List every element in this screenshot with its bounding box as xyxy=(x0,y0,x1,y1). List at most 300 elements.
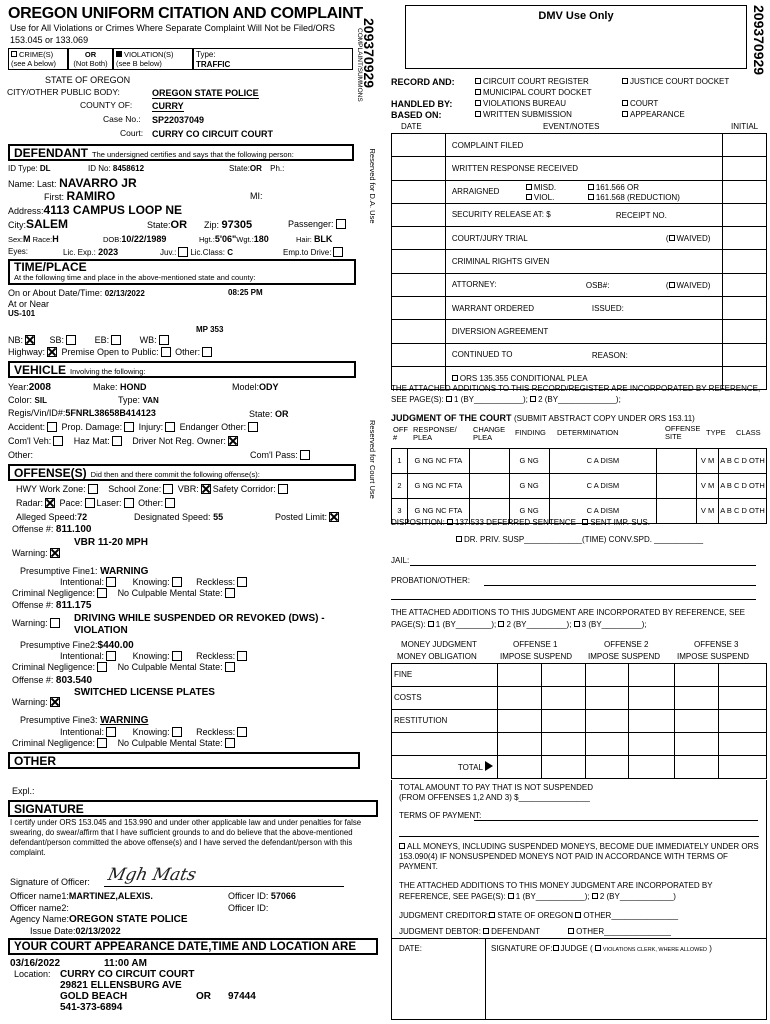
year-value: 2008 xyxy=(28,382,51,393)
make-label: Make: xyxy=(93,382,118,392)
reserved-court-label: Reserved for Court Use xyxy=(368,420,377,499)
officer-name-value: MARTINEZ,ALEXIS. xyxy=(68,891,153,901)
designated-speed-label: Designated Speed: xyxy=(134,512,211,522)
appearance-zip: 97444 xyxy=(228,991,256,1002)
attorney-waived-label: WAIVED) xyxy=(676,280,711,290)
hwy-zone-checkbox[interactable] xyxy=(88,484,98,494)
offense-date: 02/13/2022 xyxy=(104,289,145,298)
dob-label: DOB: xyxy=(103,235,122,244)
event-arraigned xyxy=(445,180,722,203)
race-label: Race: xyxy=(32,235,53,244)
complaint-summons-label: COMPLAINT/SUMMONS xyxy=(356,28,363,102)
security-label: SECURITY RELEASE AT: $ xyxy=(451,210,551,220)
event-row xyxy=(392,180,767,203)
phone-label: Ph.: xyxy=(270,164,285,173)
offense3-criminal-label: Criminal Negligence: xyxy=(12,738,96,748)
wb-label: WB: xyxy=(139,335,157,345)
jrow1-plea[interactable]: G NG NC FTA xyxy=(407,449,469,474)
court-handled-label: COURT xyxy=(630,99,659,108)
offense1-label: Offense #: xyxy=(12,524,54,534)
type-value: TRAFFIC xyxy=(196,60,231,69)
highway-label: Highway: xyxy=(8,347,46,357)
event-warrant xyxy=(445,297,722,320)
vehicle-type-label: Type: xyxy=(118,395,141,405)
violation-box xyxy=(113,48,193,70)
jrow1-finding[interactable]: G NG xyxy=(509,449,549,474)
reason-label: REASON: xyxy=(591,350,628,360)
prop-damage-label: Prop. Damage: xyxy=(61,422,123,432)
creditor-state-label: STATE OF OREGON xyxy=(497,911,574,920)
offense1-warning-checkbox[interactable] xyxy=(50,548,60,558)
sex-value: M xyxy=(23,234,31,244)
offense1-knowing-label: Knowing: xyxy=(132,577,170,587)
jrow1-class[interactable]: A B C D OTH xyxy=(719,449,767,474)
offense3-reckless-checkbox[interactable] xyxy=(237,727,247,737)
justice-label: JUSTICE COURT DOCKET xyxy=(630,77,730,86)
dr-susp-label: DR. PRIV. SUSP xyxy=(464,535,525,544)
compass-label: Com'l Pass: xyxy=(250,450,298,460)
signature-heading-text: SIGNATURE xyxy=(14,802,84,816)
juv-checkbox[interactable] xyxy=(178,247,188,257)
officer-id-label: Officer ID: xyxy=(228,891,269,901)
location-label: Location: xyxy=(14,969,51,979)
offense3-culpable-checkbox[interactable] xyxy=(225,738,235,748)
city-label: City: xyxy=(8,220,26,230)
offenses-heading-text: OFFENSE(S) xyxy=(14,466,87,480)
initial-col-header: INITIAL xyxy=(731,122,759,131)
total-amount-text: TOTAL AMOUNT TO PAY THAT IS NOT SUSPENDED (FROM OFFENSES 1,2 AND 3) $________________ xyxy=(399,783,593,802)
safety-corridor-checkbox[interactable] xyxy=(278,484,288,494)
ors566-label: 161.566 OR xyxy=(595,182,639,192)
debtor-line: JUDGMENT DEBTOR: DEFENDANT OTHER_______________ xyxy=(399,927,671,936)
crimes-checkbox[interactable] xyxy=(11,51,17,57)
offense1-criminal-checkbox[interactable] xyxy=(97,588,107,598)
viol-checkbox[interactable] xyxy=(526,194,532,200)
dmv-number: 209370929 xyxy=(751,5,767,76)
model-label: Model: xyxy=(232,382,260,392)
total-row-label xyxy=(392,756,498,779)
vehicle-state-value: OR xyxy=(275,409,289,419)
offense3-knowing-checkbox[interactable] xyxy=(172,727,182,737)
vbr-label: VBR: xyxy=(177,484,199,494)
disposition-line xyxy=(391,518,650,527)
officer-signature-label: Signature of Officer: xyxy=(10,877,90,887)
money-table xyxy=(391,663,767,779)
suspend2-header: SUSPEND xyxy=(621,652,661,661)
defendant-heading xyxy=(8,144,354,161)
radar-label: Radar: xyxy=(16,498,44,508)
vehicle-heading xyxy=(8,361,356,378)
wb-checkbox[interactable] xyxy=(159,335,169,345)
offense2-desc: DRIVING WHILE SUSPENDED OR REVOKED (DWS) - VIOLATION xyxy=(74,613,325,636)
prop-damage-checkbox[interactable] xyxy=(124,422,134,432)
defendant-heading-note: The undersigned certifies and says that the following person: xyxy=(92,150,294,159)
attorney-waived-checkbox[interactable] xyxy=(669,282,675,288)
safety-corridor-label: Safety Corridor: xyxy=(212,484,276,494)
type-box xyxy=(193,48,353,70)
event-row xyxy=(392,273,767,296)
officer-id-value: 57066 xyxy=(270,891,296,901)
vehicle-type-value: VAN xyxy=(142,396,159,405)
appearance-city: GOLD BEACH xyxy=(60,991,128,1002)
jrow3-type[interactable]: V M xyxy=(697,499,719,524)
attached-money-text: THE ATTACHED ADDITIONS TO THIS MONEY JUDGMENT ARE INCORPORATED BY REFERENCE, SEE PAGE(S): 1 (BY___________); 2 (BY____________) xyxy=(399,881,713,901)
state-label: State: xyxy=(229,164,250,173)
jrow3-plea[interactable]: G NG NC FTA xyxy=(407,499,469,524)
crime-box xyxy=(8,48,68,70)
signature-heading xyxy=(8,800,378,817)
or-label: OR xyxy=(84,50,97,59)
offense2-intentional-label: Intentional: xyxy=(60,651,105,661)
offense2-warning-checkbox[interactable] xyxy=(50,618,60,628)
compass-checkbox[interactable] xyxy=(300,450,310,460)
state2-value: OR xyxy=(170,219,188,231)
hwy-zone-label: HWY Work Zone: xyxy=(16,484,86,494)
at-or-near-label: At or Near xyxy=(8,299,50,309)
judgment-heading-note: (SUBMIT ABSTRACT COPY UNDER ORS 153.11) xyxy=(514,414,695,423)
impose1-header: IMPOSE xyxy=(500,652,532,661)
comveh-checkbox[interactable] xyxy=(53,436,63,446)
offense2-label: Offense #: xyxy=(12,600,54,610)
impose3-header: IMPOSE xyxy=(677,652,709,661)
citation-number: 209370929 xyxy=(361,18,377,89)
offense1-col-header: OFFENSE 1 xyxy=(513,640,558,649)
offense2-culpable-checkbox[interactable] xyxy=(225,662,235,672)
pace-checkbox[interactable] xyxy=(85,498,95,508)
height-label: Hgt.: xyxy=(199,235,215,244)
ors566-checkbox[interactable] xyxy=(588,184,594,190)
offense-location: US-101 xyxy=(8,309,36,318)
case-label: Case No.: xyxy=(103,114,141,124)
offense1-reckless-label: Reckless: xyxy=(196,577,236,587)
hazmat-label: Haz Mat: xyxy=(73,436,110,446)
appearance-state: OR xyxy=(196,991,211,1002)
offense2-reckless-checkbox[interactable] xyxy=(237,651,247,661)
color-label: Color: xyxy=(8,395,33,405)
detect-other-checkbox[interactable] xyxy=(165,498,175,508)
osb-label: OSB#: xyxy=(585,280,610,290)
crimes-note: (see A below) xyxy=(11,59,57,68)
jrow1-type[interactable]: V M xyxy=(697,449,719,474)
offense2-criminal-label: Criminal Negligence: xyxy=(12,662,96,672)
money-row xyxy=(392,710,767,733)
hair-label: Hair: xyxy=(296,235,312,244)
time-place-heading-text: TIME/PLACE xyxy=(14,260,87,274)
time-place-note: At the following time and place in the above-mentioned state and county: xyxy=(14,273,256,282)
determination-header: DETERMINATION xyxy=(557,428,619,437)
attached-record-text: THE ATTACHED ADDITIONS TO THIS RECORD/REGISTER ARE INCORPORATED BY REFERENCE, SEE PAGE(S): 1 (BY___________); 2 (BY_____________); xyxy=(391,384,761,404)
date-col-header: DATE xyxy=(401,122,422,131)
certify-text: I certify under ORS 153.045 and 153.990 and under other applicable law and under penalties for false swearing, do swear/affirm that I have sufficient grounds to and do believe that the above-mentioned defendant/person committed the above offense(s) and I have served the defendant/person with this complaint. xyxy=(10,818,362,857)
date-sig-label: DATE: xyxy=(399,944,422,953)
attorney-label: ATTORNEY: xyxy=(451,280,497,290)
pace-label: Pace: xyxy=(59,498,83,508)
jrow2-type[interactable]: V M xyxy=(697,474,719,499)
debtor-defendant-label: DEFENDANT xyxy=(491,927,540,936)
fine-row-label: FINE xyxy=(392,664,498,687)
premise-checkbox[interactable] xyxy=(161,347,171,357)
agency-value: OREGON STATE POLICE xyxy=(69,914,188,925)
crimes-label: CRIME(S) xyxy=(19,50,54,59)
officer-name2-label: Officer name2: xyxy=(10,903,69,913)
appearance-court: CURRY CO CIRCUIT COURT xyxy=(60,969,195,980)
offense2-intentional-checkbox[interactable] xyxy=(106,651,116,661)
nb-checkbox[interactable] xyxy=(25,335,35,345)
issued-label: ISSUED: xyxy=(591,304,624,314)
vehicle-other-label: Other: xyxy=(8,450,34,460)
municipal-checkbox[interactable] xyxy=(475,89,481,95)
jrow2-class[interactable]: A B C D OTH xyxy=(719,474,767,499)
county-label: COUNTY OF: xyxy=(80,100,133,110)
alleged-speed-label: Alleged Speed: xyxy=(16,512,78,522)
mi-label: MI: xyxy=(250,191,263,201)
year-label: Year: xyxy=(8,382,29,392)
id-no-label: ID No: xyxy=(88,164,111,173)
offense3-criminal-checkbox[interactable] xyxy=(97,738,107,748)
offense3-warning-label: Warning: xyxy=(12,697,48,707)
vin-value: 5FNRL38658B414123 xyxy=(65,408,156,418)
offense1-number: 811.100 xyxy=(55,524,92,535)
offense2-knowing-checkbox[interactable] xyxy=(172,651,182,661)
hair-value: BLK xyxy=(313,234,333,244)
suspend3-header: SUSPEND xyxy=(710,652,750,661)
make-value: HOND xyxy=(120,382,147,392)
appearance-checkbox[interactable] xyxy=(622,111,628,117)
expl-label: Expl.: xyxy=(12,786,35,796)
agency-label: Agency Name: xyxy=(10,914,70,924)
offense-time: 08:25 PM xyxy=(228,288,263,297)
jrow2-plea[interactable]: G NG NC FTA xyxy=(407,474,469,499)
dr-susp-line: DR. PRIV. SUSP_____________(TIME) CONV.SPD. ___________ xyxy=(456,535,703,544)
id-no-value: 8458612 xyxy=(112,164,145,173)
jrow1-det[interactable]: C A DISM xyxy=(549,449,657,474)
probation-label: PROBATION/OTHER: xyxy=(391,576,470,585)
events-table xyxy=(391,133,767,390)
lic-class-value: C xyxy=(227,248,234,257)
sb-label: SB: xyxy=(49,335,65,345)
jrow3-det[interactable]: C A DISM xyxy=(549,499,657,524)
written-checkbox[interactable] xyxy=(475,111,481,117)
issue-date-label: Issue Date: xyxy=(30,926,76,936)
endanger-label: Endanger Other: xyxy=(179,422,247,432)
endanger-checkbox[interactable] xyxy=(248,422,258,432)
trial-label: COURT/JURY TRIAL xyxy=(451,233,528,243)
offense1-warning-label: Warning: xyxy=(12,548,48,558)
jrow3-finding[interactable]: G NG xyxy=(509,499,549,524)
offense1-desc: VBR 11-20 MPH xyxy=(74,537,148,548)
trial-waived-label: WAIVED) xyxy=(676,234,711,244)
signature-of-label: SIGNATURE OF: xyxy=(491,944,553,953)
offense3-warning-checkbox[interactable] xyxy=(50,697,60,707)
vbr-checkbox[interactable] xyxy=(201,484,211,494)
defendant-heading-text: DEFENDANT xyxy=(14,146,88,160)
designated-speed-value: 55 xyxy=(213,512,224,522)
event-continued xyxy=(445,343,722,366)
place-other-checkbox[interactable] xyxy=(202,347,212,357)
offense1-intentional-label: Intentional: xyxy=(60,577,105,587)
attached-judgment-text: THE ATTACHED ADDITIONS TO THIS JUDGMENT ARE INCORPORATED BY REFERENCE, SEE PAGE(S): 1 (BY________); 2 (BY_________); 3 (BY_________); xyxy=(391,608,745,629)
continued-label: CONTINUED TO xyxy=(451,350,513,360)
event-row xyxy=(392,320,767,343)
zip-value: 97305 xyxy=(221,219,253,231)
injury-checkbox[interactable] xyxy=(165,422,175,432)
offense2-criminal-checkbox[interactable] xyxy=(97,662,107,672)
total-label: TOTAL xyxy=(457,763,483,773)
sent-imp-label: SENT IMP. SUS. xyxy=(590,518,650,527)
offense1-reckless-checkbox[interactable] xyxy=(237,577,247,587)
eb-checkbox[interactable] xyxy=(111,335,121,345)
circuit-checkbox[interactable] xyxy=(475,78,481,84)
sb-checkbox[interactable] xyxy=(66,335,76,345)
municipal-label: MUNICIPAL COURT DOCKET xyxy=(483,88,592,97)
zip-label: Zip: xyxy=(204,220,220,230)
viol-label: VIOL. xyxy=(533,192,555,202)
restitution-row-label: RESTITUTION xyxy=(392,710,498,733)
school-zone-checkbox[interactable] xyxy=(163,484,173,494)
offense3-label: Offense #: xyxy=(12,675,54,685)
detect-other-label: Other: xyxy=(138,498,164,508)
eb-label: EB: xyxy=(94,335,110,345)
offenses-heading xyxy=(8,464,356,481)
not-both-note: (Not Both) xyxy=(73,59,108,68)
vehicle-heading-note: Involving the following: xyxy=(70,367,146,376)
accident-checkbox[interactable] xyxy=(47,422,57,432)
ors135-label: ORS 135.355 CONDITIONAL PLEA xyxy=(459,373,588,383)
play-arrow-icon xyxy=(485,761,493,771)
attached-judgment-label: THE ATTACHED ADDITIONS TO THIS JUDGMENT ARE INCORPORATED BY REFERENCE, SEE PAGE(S): xyxy=(391,608,745,629)
height-value: 5'06" xyxy=(214,234,237,244)
citation-title: OREGON UNIFORM CITATION AND COMPLAINT xyxy=(8,5,363,22)
event-written-response: WRITTEN RESPONSE RECEIVED xyxy=(445,157,722,180)
ors568-checkbox[interactable] xyxy=(588,194,594,200)
deferred-label: 137.533 DEFERRED SENTENCE xyxy=(455,518,576,527)
citation-subtitle: Use for All Violations or Crimes Where Separate Complaint Will Not be Filed/ORS 153.045 or 133.069 xyxy=(10,23,335,45)
weight-value: 180 xyxy=(253,234,269,244)
address-label: Address: xyxy=(8,206,44,216)
appearance-based-label: APPEARANCE xyxy=(630,110,685,119)
money-row xyxy=(392,687,767,710)
jrow3-class[interactable]: A B C D OTH xyxy=(719,499,767,524)
id-type-label: ID Type: xyxy=(8,164,38,173)
offense2-knowing-label: Knowing: xyxy=(132,651,170,661)
ors135-checkbox[interactable] xyxy=(452,375,458,381)
event-attorney: ATTORNEY: OSB#: ( WAIVED) xyxy=(445,273,722,296)
based-on-label: BASED ON: xyxy=(391,110,442,120)
first-name-label: First: xyxy=(44,192,64,202)
event-row xyxy=(392,297,767,320)
or-box xyxy=(68,48,113,70)
time-conv-label: (TIME) CONV.SPD. xyxy=(582,535,652,544)
posted-limit-checkbox[interactable] xyxy=(329,512,339,522)
public-body-value: OREGON STATE POLICE xyxy=(152,88,259,98)
hazmat-checkbox[interactable] xyxy=(112,436,122,446)
offense2-culpable-label: No Culpable Mental State: xyxy=(117,662,223,672)
violations-checkbox[interactable] xyxy=(116,51,122,57)
alleged-speed-value: 72 xyxy=(77,512,88,522)
offense1-fine: WARNING xyxy=(100,566,149,577)
highway-checkbox[interactable] xyxy=(47,347,57,357)
event-complaint-filed: COMPLAINT FILED xyxy=(445,134,722,157)
creditor-label: JUDGMENT CREDITOR: xyxy=(399,911,490,920)
jrow3-off: 3 xyxy=(392,499,408,524)
costs-row-label: COSTS xyxy=(392,687,498,710)
event-diversion: DIVERSION AGREEMENT xyxy=(445,320,722,343)
impose2-header: IMPOSE xyxy=(588,652,620,661)
jrow2-finding[interactable]: G NG xyxy=(509,474,549,499)
offense2-reckless-label: Reckless: xyxy=(196,651,236,661)
dmv-title: DMV Use Only xyxy=(538,10,614,22)
record-and-label: RECORD AND: xyxy=(391,77,455,87)
judgment-col-headers xyxy=(391,424,767,448)
school-zone-label: School Zone: xyxy=(108,484,162,494)
finding-header: FINDING xyxy=(515,428,546,437)
money-row xyxy=(392,733,767,756)
offense1-intentional-checkbox[interactable] xyxy=(106,577,116,587)
money-judgment-label: MONEY JUDGMENT xyxy=(401,640,477,649)
handled-by-label: HANDLED BY: xyxy=(391,99,453,109)
offense3-culpable-label: No Culpable Mental State: xyxy=(117,738,223,748)
offense3-intentional-checkbox[interactable] xyxy=(106,727,116,737)
appearance-heading-text: YOUR COURT APPEARANCE DATE,TIME AND LOCATION ARE xyxy=(14,941,357,953)
laser-checkbox[interactable] xyxy=(124,498,134,508)
other-heading xyxy=(8,752,360,769)
offense1-criminal-label: Criminal Negligence: xyxy=(12,588,96,598)
jrow2-det[interactable]: C A DISM xyxy=(549,474,657,499)
event-row xyxy=(392,203,767,226)
offense3-fine: WARNING xyxy=(100,715,149,726)
event-row xyxy=(392,343,767,366)
offense1-culpable-checkbox[interactable] xyxy=(225,588,235,598)
offense2-col-header: OFFENSE 2 xyxy=(604,640,649,649)
violations-note: (see B below) xyxy=(116,59,162,68)
judge-label: JUDGE xyxy=(560,944,588,953)
lic-exp-label: Lic. Exp.: xyxy=(63,248,96,257)
radar-checkbox[interactable] xyxy=(45,498,55,508)
vehicle-heading-text: VEHICLE xyxy=(14,363,67,377)
issue-date-value: 02/13/2022 xyxy=(75,926,121,936)
officer-id2-label: Officer ID: xyxy=(228,903,269,913)
offense2-fine: $440.00 xyxy=(97,640,134,651)
reserved-da-label: Reserved for D.A. Use xyxy=(368,148,377,224)
arraigned-label: ARRAIGNED xyxy=(451,187,500,197)
offense3-desc: SWITCHED LICENSE PLATES xyxy=(74,687,215,698)
notreg-checkbox[interactable] xyxy=(228,436,238,446)
passenger-checkbox[interactable] xyxy=(336,219,346,229)
justice-checkbox[interactable] xyxy=(622,78,628,84)
offense1-knowing-checkbox[interactable] xyxy=(172,577,182,587)
emp-drive-checkbox[interactable] xyxy=(333,247,343,257)
notreg-label: Driver Not Reg. Owner: xyxy=(132,436,226,446)
circuit-label: CIRCUIT COURT REGISTER xyxy=(483,77,589,86)
time-place-heading xyxy=(8,259,356,285)
from-offenses-label: (FROM OFFENSES 1,2 AND 3) $ xyxy=(399,793,519,802)
misd-checkbox[interactable] xyxy=(526,184,532,190)
reserved-da xyxy=(359,146,379,226)
violations-bureau-checkbox[interactable] xyxy=(475,100,481,106)
court-checkbox[interactable] xyxy=(622,100,628,106)
judgment-table xyxy=(391,448,767,524)
case-value: SP22037049 xyxy=(152,115,205,125)
type-label: Type: xyxy=(196,50,216,59)
violations-label: VIOLATION(S) xyxy=(124,50,174,59)
appearance-street: 29821 ELLENSBURG AVE xyxy=(60,980,182,991)
signature-of-line: SIGNATURE OF: JUDGE ( VIOLATIONS CLERK, WHERE ALLOWED ) xyxy=(491,944,712,953)
officer-name-label: Officer name1: xyxy=(10,891,69,901)
offense3-fine-label: Presumptive Fine3: xyxy=(20,715,98,725)
public-body-label: CITY/OTHER PUBLIC BODY: xyxy=(7,87,120,97)
trial-waived-checkbox[interactable] xyxy=(669,235,675,241)
creditor-line: JUDGMENT CREDITOR: STATE OF OREGON OTHER_______________ xyxy=(399,911,679,920)
